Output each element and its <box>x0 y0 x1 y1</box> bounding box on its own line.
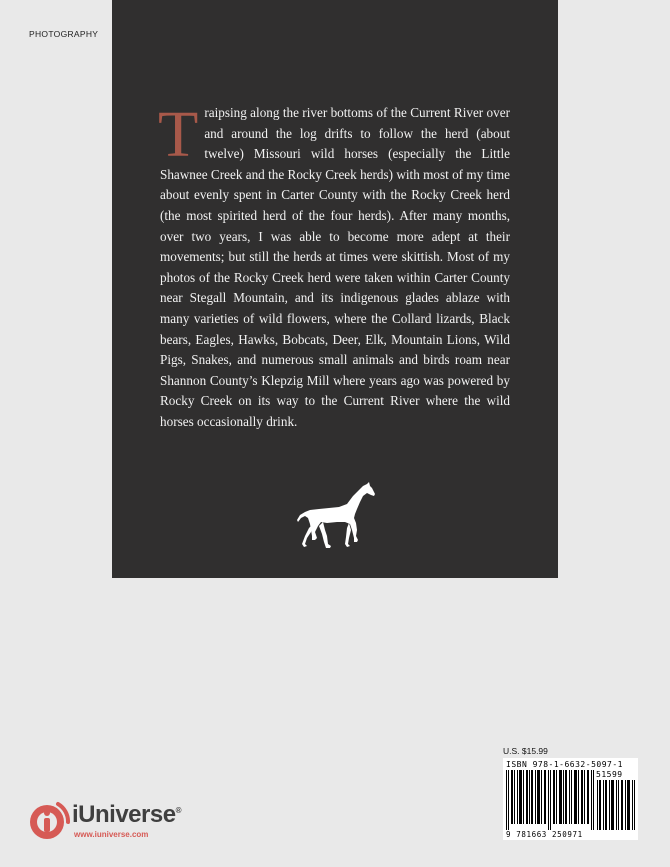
barcode-addon-text: 51599 <box>596 770 623 779</box>
publisher-url: www.iuniverse.com <box>74 830 149 839</box>
barcode-addon-bars <box>597 780 635 830</box>
price-label: U.S. $15.99 <box>503 746 548 756</box>
barcode-number: 9 781663 250971 <box>506 830 583 839</box>
publisher-logo <box>28 800 198 844</box>
blurb-panel <box>112 0 558 578</box>
isbn-barcode <box>503 758 638 840</box>
publisher-name: iUniverse® <box>72 801 181 828</box>
barcode-bars <box>506 770 594 830</box>
blurb-text-block <box>158 98 510 433</box>
iuniverse-logo-icon <box>28 800 70 842</box>
blurb-dropcap: T <box>158 98 199 171</box>
blurb-text: raipsing along the river bottoms of the Current River over and around the log drifts to follow the herd (about twelve) Missouri wild horses (especially the Little Shawnee Creek and the Rocky Creek herds) with most of my time about evenly spent in Carter County with the Rocky Creek herd (the most spirited herd of the four herds). After many months, over two years, I was able to become more adept at their movements; but still the herds at times were skittish. Most of my photos of the Rocky Creek herd were taken within Carter County near Stegall Mountain, and its indigenous glades ablaze with many varieties of wild flowers, where the Collard lizards, Black bears, Eagles, Hawks, Bobcats, Deer, Elk, Mountain Lions, Wild Pigs, Snakes, and numerous small animals and birds roam near Shannon County’s Klepzig Mill where years ago was powered by Rocky Creek on its way to the Current River where the wild horses occasionally drink. <box>160 105 510 429</box>
category-label: PHOTOGRAPHY <box>29 29 99 39</box>
isbn-text: ISBN 978-1-6632-5097-1 <box>506 760 623 769</box>
horse-silhouette-icon <box>297 482 377 548</box>
